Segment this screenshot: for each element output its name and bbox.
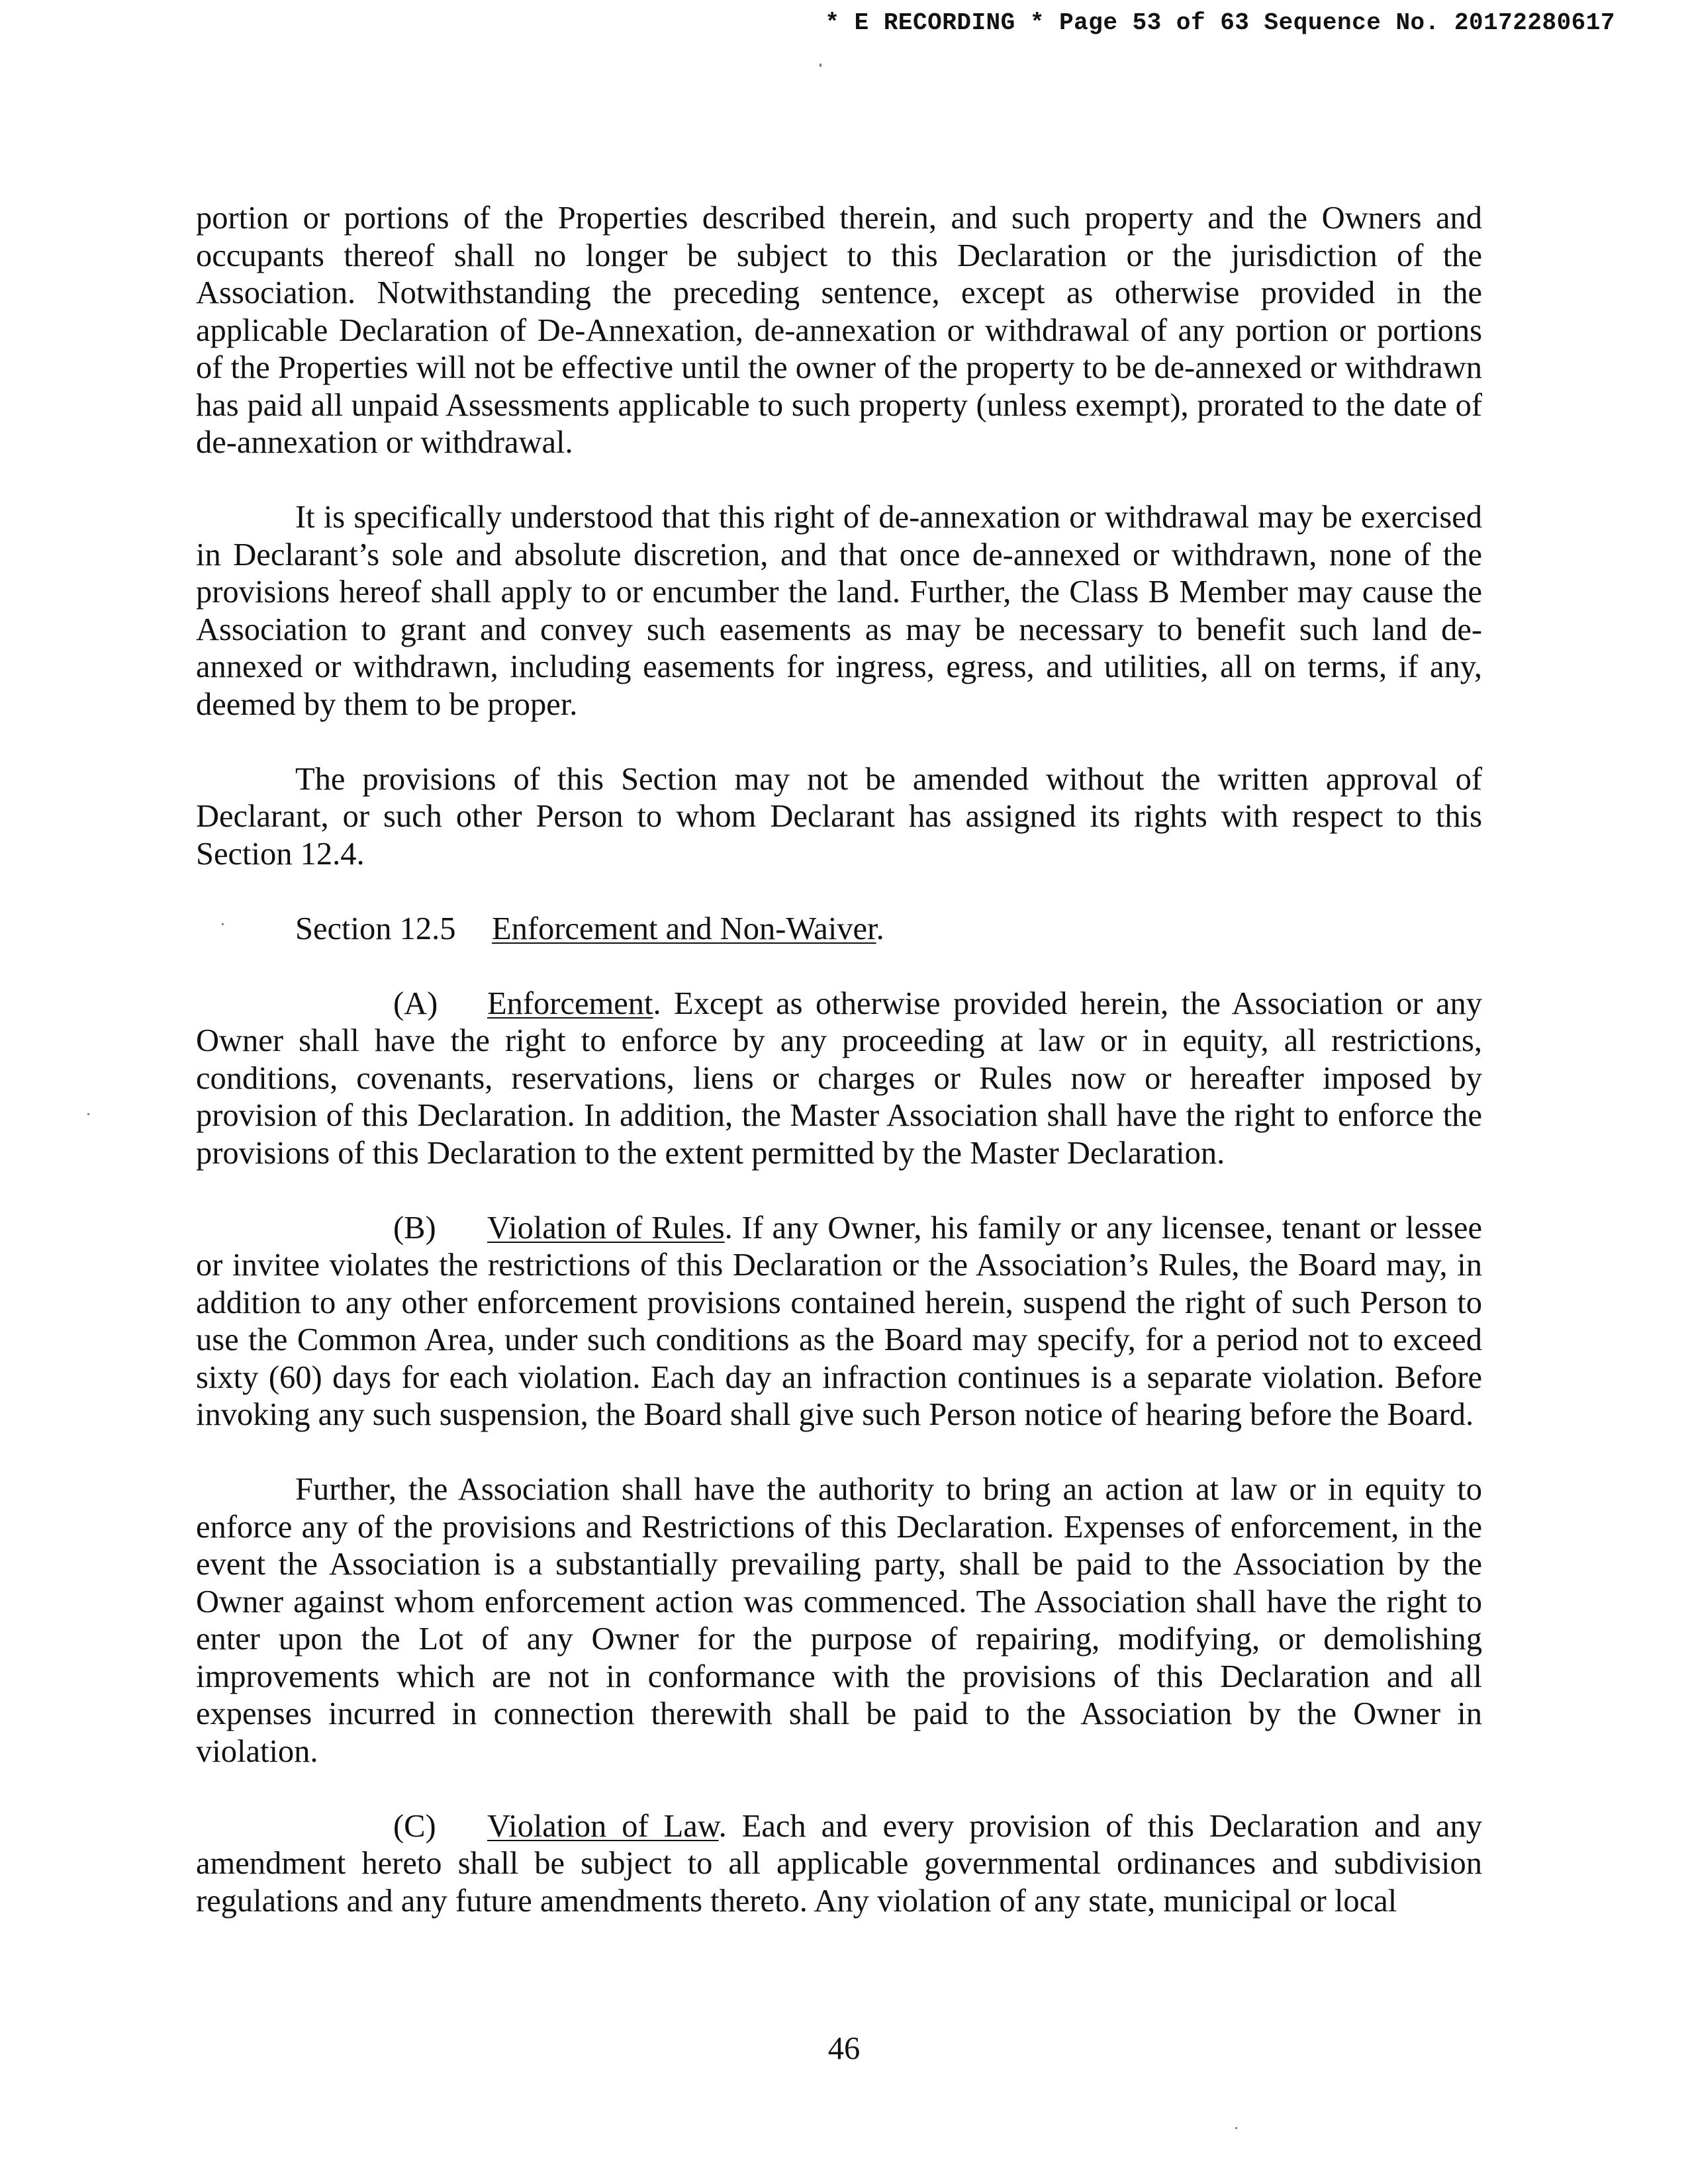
paragraph-continuation: portion or portions of the Properties described therein, and such property and the Owners and occupants thereof shall no longer be subject to this Declaration or the jurisdiction of the Association. Notwithstanding the preceding sentence, except as otherwise provided in the applicable Declaration of De-Annexation, de-annexation or withdrawal of any portion or portions of the Properties will not be effective until the owner of the property to be de-annexed or withdrawn has paid all unpaid Assessments applicable to such property (unless exempt), prorated to the date of de-annexation or withdrawal. <box>196 201 1482 460</box>
subsection-b <box>196 1210 1482 1434</box>
subsection-a-label: (A) <box>393 985 438 1021</box>
subsection-a <box>196 985 1482 1173</box>
subsection-c-label: (C) <box>393 1808 436 1844</box>
subsection-a-text: . Except as otherwise provided herein, the Association or any Owner shall have the right to enforce by any proceeding at law or in equity, all restrictions, conditions, covenants, reservations, liens or charges or Rules now or hereafter imposed by provision of this Declaration. In addition, the Master Association shall have the right to enforce the provisions of this Declaration to the extent permitted by the Master Declaration. <box>196 985 1482 1171</box>
subsection-c <box>196 1808 1482 1921</box>
subsection-c-title: Violation of Law <box>487 1808 719 1844</box>
scan-speck <box>820 64 821 67</box>
paragraph-enforcement-authority: Further, the Association shall have the authority to bring an action at law or in equity to enforce any of the provisions and Restrictions of this Declaration. Expenses of enforcement, in the event the Association is a substantially prevailing party, shall be paid to the Association by the Owner against whom enforcement action was commenced. The Association shall have the right to enter upon the Lot of any Owner for the purpose of repairing, modifying, or demolishing improvements which are not in conformance with the provisions of this Declaration and all expenses incurred in connection therewith shall be paid to the Association by the Owner in violation. <box>196 1472 1482 1769</box>
paragraph-amendment-approval: The provisions of this Section may not be amended without the written approval of Declarant, or such other Person to whom Declarant has assigned its rights with respect to this Section 12.4. <box>196 761 1482 872</box>
scan-speck <box>1235 2127 1237 2129</box>
subsection-b-label: (B) <box>393 1210 436 1246</box>
document-body <box>196 200 1482 1958</box>
subsection-c-text: . Each and every provision of this Declaration and any amendment hereto shall be subject to all applicable governmental ordinances and subdivision regulations and any future amendments thereto. Any violation of any state, municipal or local <box>196 1808 1483 1919</box>
scan-speck <box>222 923 224 925</box>
subsection-b-title: Violation of Rules <box>487 1210 725 1246</box>
section-title: Enforcement and Non-Waiver <box>492 911 876 946</box>
recording-stamp: * E RECORDING * Page 53 of 63 Sequence No. 20172280617 <box>825 9 1615 36</box>
section-heading <box>196 911 1482 948</box>
page-number: 46 <box>827 2031 861 2066</box>
subsection-a-title: Enforcement <box>487 985 653 1021</box>
paragraph-de-annexation-right: It is specifically understood that this right of de-annexation or withdrawal may be exercised in Declarant’s sole and absolute discretion, and that once de-annexed or withdrawn, none of the provisions hereof shall apply to or encumber the land. Further, the Class B Member may cause the Association to grant and convey such easements as may be necessary to benefit such land de-annexed or withdrawn, including easements for ingress, egress, and utilities, all on terms, if any, deemed by them to be proper. <box>196 500 1482 722</box>
section-title-suffix: . <box>876 911 884 946</box>
subsection-b-text: . If any Owner, his family or any licensee, tenant or lessee or invitee violates the restrictions of this Declaration or the Association’s Rules, the Board may, in addition to any other enforcement provisions contained herein, suspend the right of such Person to use the Common Area, under such conditions as the Board may specify, for a period not to exceed sixty (60) days for each violation. Each day an infraction continues is a separate violation. Before invoking any such suspension, the Board shall give such Person notice of hearing before the Board. <box>196 1210 1482 1432</box>
section-number: Section 12.5 <box>295 911 456 946</box>
scan-speck <box>87 1113 89 1115</box>
